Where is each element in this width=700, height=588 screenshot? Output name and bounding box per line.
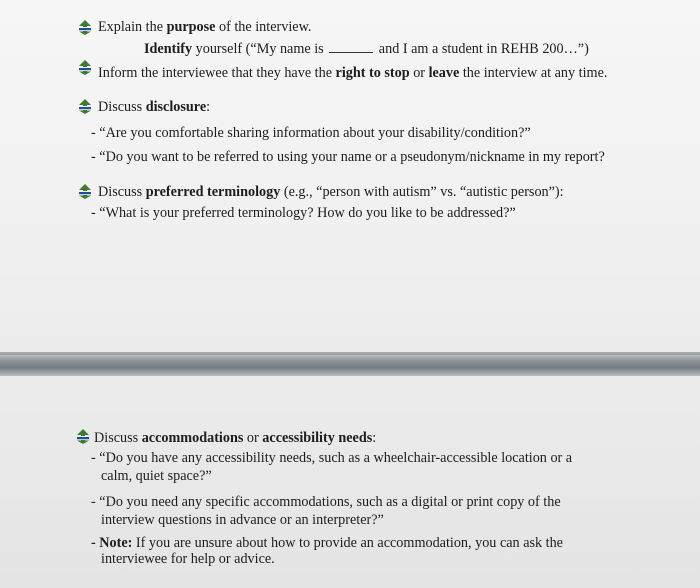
- bullet-arrow-icon: [77, 19, 93, 35]
- bullet-arrow-icon: [77, 98, 93, 114]
- disclosure-question-1: - “Are you comfortable sharing information about your disability/condition?”: [91, 125, 531, 141]
- accommodations-heading: Discuss accommodations or accessibility needs:: [94, 430, 377, 446]
- disclosure-heading: Discuss disclosure:: [98, 99, 211, 115]
- accommodations-question-2-line-1: - “Do you need any specific accommodations, such as a digital or print copy of the: [91, 494, 561, 510]
- accommodations-note-line-2: interviewee for help or advice.: [101, 551, 275, 567]
- accommodations-question-1-line-2: calm, quiet space?”: [101, 468, 212, 484]
- bullet-arrow-icon: [77, 59, 93, 75]
- intro-line-identify: Identify yourself (“My name is and I am a student in REHB 200…”): [144, 41, 589, 57]
- disclosure-question-2: - “Do you want to be referred to using your name or a pseudonym/nickname in my report?: [91, 149, 605, 165]
- bullet-arrow-icon: [75, 428, 91, 444]
- terminology-question-1: - “What is your preferred terminology? How do you like to be addressed?”: [91, 205, 516, 221]
- accommodations-question-1-line-1: - “Do you have any accessibility needs, such as a wheelchair-accessible location or a: [91, 450, 573, 466]
- intro-line-inform: Inform the interviewee that they have the right to stop or leave the interview at any time.: [98, 65, 608, 81]
- name-blank: [329, 40, 373, 53]
- accommodations-question-2-line-2: interview questions in advance or an interpreter?”: [101, 512, 384, 528]
- terminology-heading: Discuss preferred terminology (e.g., “person with autism” vs. “autistic person”):: [98, 184, 564, 200]
- bullet-arrow-icon: [77, 183, 93, 199]
- accommodations-note-line-1: - Note: If you are unsure about how to provide an accommodation, you can ask the: [91, 535, 563, 551]
- intro-line-purpose: Explain the purpose of the interview.: [98, 19, 312, 35]
- page-divider: [0, 352, 700, 376]
